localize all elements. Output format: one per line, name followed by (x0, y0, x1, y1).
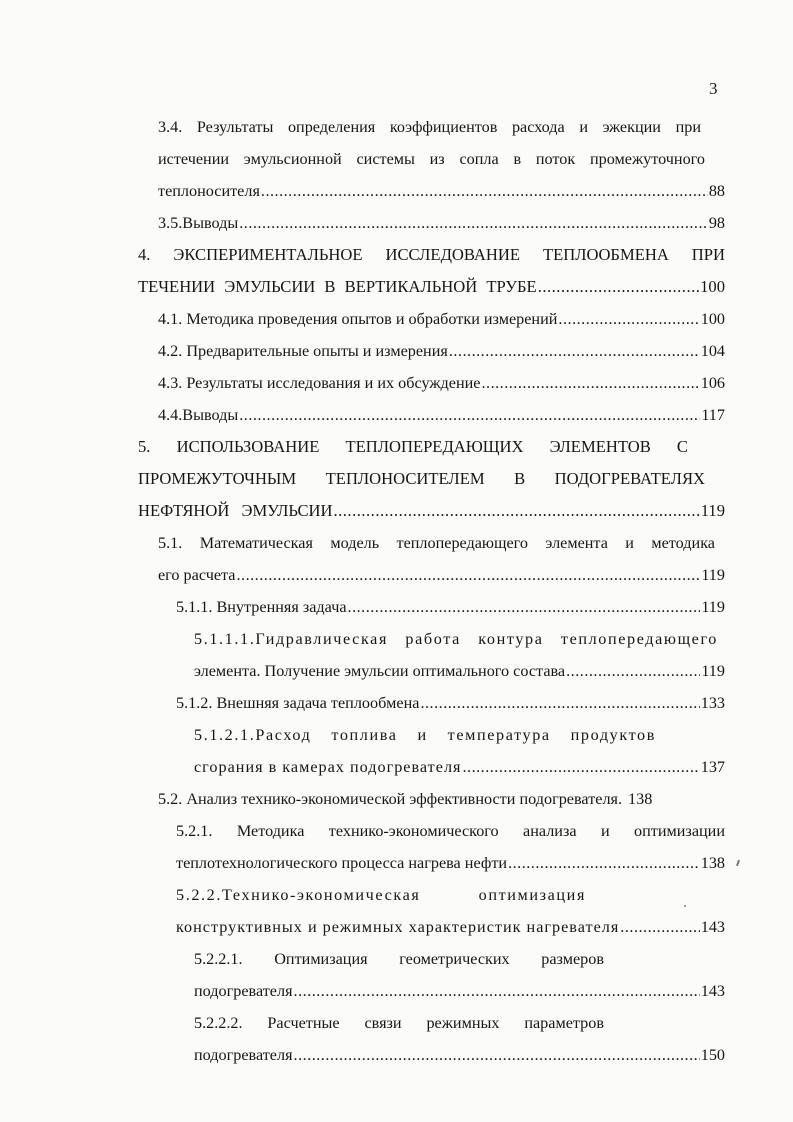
dot-leader (261, 175, 708, 207)
toc-page-number: 88 (708, 182, 725, 200)
toc-entry-text: 5.1.1. Внутренняя задача (176, 598, 347, 616)
toc-line (176, 879, 586, 911)
toc-line (194, 719, 656, 751)
toc-entry-text: теплоносителя (158, 182, 260, 200)
toc-line (158, 783, 725, 815)
toc-line (158, 527, 715, 559)
toc-line (138, 271, 725, 303)
toc-line (158, 143, 705, 175)
toc-page-number: 100 (700, 310, 725, 328)
toc-entry-text: ПРОМЕЖУТОЧНЫМ ТЕПЛОНОСИТЕЛЕМ В ПОДОГРЕВАТЕЛЯХ (138, 469, 705, 488)
toc-line (176, 815, 725, 847)
scan-mark (736, 860, 740, 866)
toc-entry-text: теплотехнологического процесса нагрева нефти (176, 854, 508, 872)
toc-line (194, 1007, 604, 1039)
toc-entry-text: 5.2.2.1. Оптимизация геометрических размеров (194, 950, 604, 968)
toc-page-number: 138 (700, 854, 725, 872)
toc-page-number: 104 (700, 342, 725, 360)
dot-leader (558, 303, 699, 335)
toc-line (194, 1039, 725, 1071)
toc-line (158, 399, 725, 431)
dot-leader (333, 495, 699, 527)
dot-leader (294, 975, 700, 1007)
toc-page-number: 119 (701, 662, 725, 680)
toc-entry-text: 3.5.Выводы (158, 214, 239, 232)
toc-line (158, 367, 725, 399)
toc-line (176, 847, 725, 879)
toc-entry-text: 4. ЭКСПЕРИМЕНТАЛЬНОЕ ИССЛЕДОВАНИЕ ТЕПЛООБМЕНА ПРИ (138, 245, 725, 264)
toc-entry-text: конструктивных и режимных характеристик нагревателя (176, 918, 620, 936)
toc-entry-text: подогревателя (194, 982, 293, 1000)
toc-entry-text: 5.1. Математическая модель теплопередающего элемента и методика (158, 534, 715, 552)
scan-speck (684, 905, 686, 907)
toc-entry-text: НЕФТЯНОЙ ЭМУЛЬСИИ (138, 501, 333, 520)
toc-entry-text: элемента. Получение эмульсии оптимального состава (194, 662, 566, 680)
toc-entry-text: 5.2. Анализ технико-экономической эффективности подогревателя. (158, 790, 623, 808)
toc-page-number: 143 (700, 982, 725, 1000)
toc-entry-text: ТЕЧЕНИИ ЭМУЛЬСИИ В ВЕРТИКАЛЬНОЙ ТРУБЕ (138, 277, 537, 296)
toc-entry-text: сгорания в камерах подогревателя (194, 758, 462, 776)
toc-line (194, 943, 604, 975)
toc-page-number: 138 (628, 790, 653, 808)
toc-entry-text: 4.4.Выводы (158, 406, 239, 424)
toc-line (158, 207, 725, 239)
dot-leader (462, 751, 699, 783)
toc-entry-text: 4.1. Методика проведения опытов и обработки измерений (158, 310, 558, 328)
toc-entry-text: 5.1.2.1.Расход топлива и температура продуктов (194, 726, 656, 744)
dot-leader (239, 207, 708, 239)
page-number: 3 (709, 79, 718, 98)
toc-entry-text: 5. ИСПОЛЬЗОВАНИЕ ТЕПЛОПЕРЕДАЮЩИХ ЭЛЕМЕНТОВ С (138, 437, 688, 456)
toc-line (138, 239, 725, 271)
dot-leader (348, 591, 701, 623)
toc-line (176, 591, 725, 623)
toc-line (176, 911, 725, 943)
toc-entry-text: его расчета (158, 566, 236, 584)
toc-line (194, 623, 718, 655)
toc-page-number: 117 (701, 406, 725, 424)
toc-entry-text: 3.4. Результаты определения коэффициентов расхода и эжекции при (158, 118, 701, 136)
toc-line (158, 335, 725, 367)
dot-leader (420, 687, 699, 719)
dot-leader (294, 1039, 700, 1071)
toc-line (138, 431, 688, 463)
toc-line (138, 463, 705, 495)
toc-entry-text: 5.2.2.Технико-экономическая оптимизация (176, 886, 586, 904)
toc-entry-text: 4.3. Результаты исследования и их обсуждение (158, 374, 481, 392)
dot-leader (481, 367, 699, 399)
toc-entry-text: 5.2.2.2. Расчетные связи режимных параметров (194, 1014, 604, 1032)
toc-line (194, 655, 725, 687)
dot-leader (620, 911, 699, 943)
dot-leader (538, 271, 699, 303)
toc-entry-text: 5.2.1. Методика технико-экономического анализа и оптимизации (176, 822, 725, 840)
toc-page-number: 137 (700, 758, 725, 776)
dot-leader (236, 559, 700, 591)
dot-leader (239, 399, 700, 431)
toc-page-number: 119 (701, 566, 725, 584)
toc-page-number: 106 (700, 374, 725, 392)
toc-entry-text: подогревателя (194, 1046, 293, 1064)
toc-entry-text: истечении эмульсионной системы из сопла в поток промежуточного (158, 150, 705, 168)
toc-line (158, 111, 701, 143)
toc-line (158, 559, 725, 591)
toc-page-number: 119 (700, 501, 725, 520)
toc-line (194, 751, 725, 783)
toc-page-number: 143 (700, 918, 725, 936)
toc-line (194, 975, 725, 1007)
toc-line (158, 303, 725, 335)
dot-leader (566, 655, 700, 687)
toc-line (138, 495, 725, 527)
toc-page-number: 133 (700, 694, 725, 712)
toc-page-number: 119 (701, 598, 725, 616)
toc-page-number: 100 (700, 277, 725, 296)
toc-page-number: 98 (708, 214, 725, 232)
toc-entry-text: 5.1.1.1.Гидравлическая работа контура теплопередающего (194, 630, 718, 648)
toc-entry-text: 4.2. Предварительные опыты и измерения (158, 342, 448, 360)
toc-page-number: 150 (700, 1046, 725, 1064)
toc-line (176, 687, 725, 719)
toc-entry-text: 5.1.2. Внешняя задача теплообмена (176, 694, 420, 712)
dot-leader (508, 847, 700, 879)
toc-line (158, 175, 725, 207)
dot-leader (449, 335, 700, 367)
